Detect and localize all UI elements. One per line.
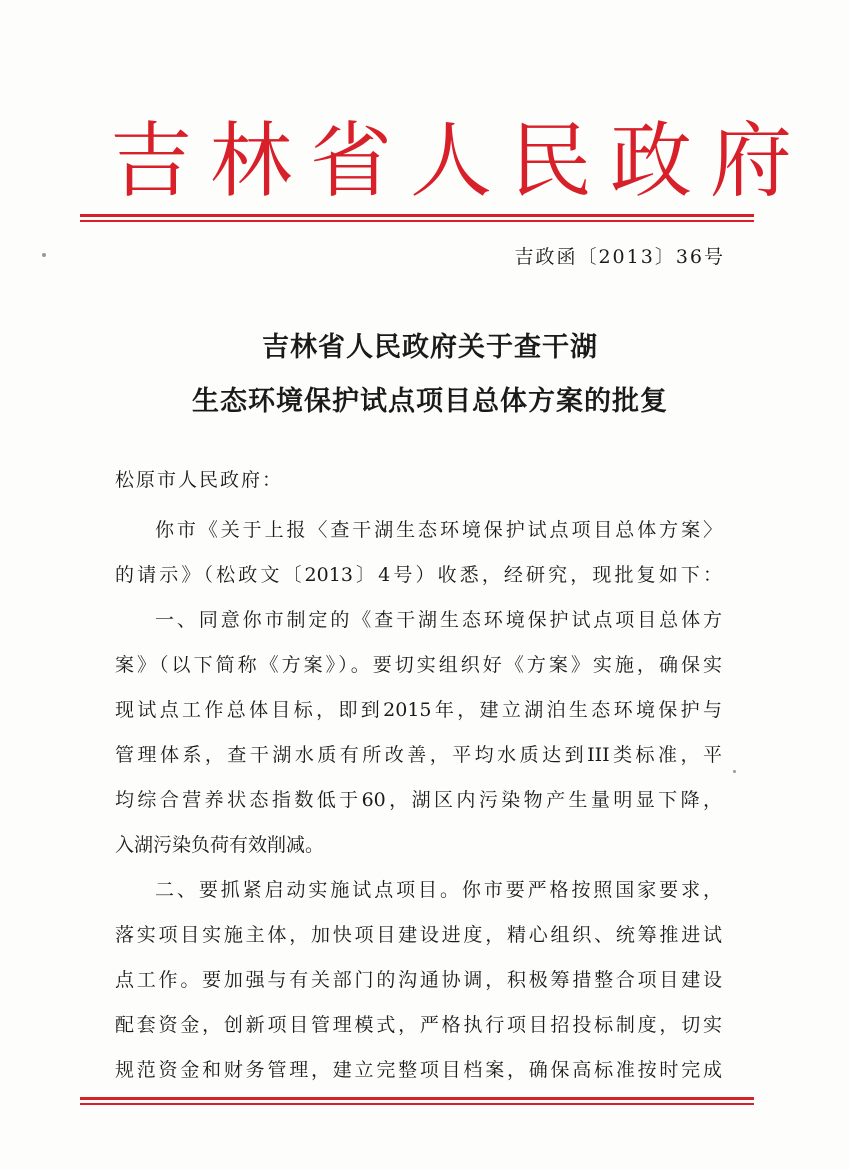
body-line: 落实项目实施主体，加快项目建设进度，精心组织、统筹推进试 bbox=[115, 924, 722, 946]
footer-rule-thick bbox=[80, 1097, 754, 1100]
header-rule-thick bbox=[80, 214, 754, 217]
body-line: 你市《关于上报〈查干湖生态环境保护试点项目总体方案〉 bbox=[155, 519, 722, 541]
body-line: 现试点工作总体目标，即到2015年，建立湖泊生态环境保护与 bbox=[115, 699, 722, 721]
body-line: 点工作。要加强与有关部门的沟通协调，积极筹措整合项目建设 bbox=[115, 969, 722, 991]
body-line: 配套资金，创新项目管理模式，严格执行项目招投标制度，切实 bbox=[115, 1014, 722, 1036]
body-line: 案》（以下简称《方案》）。要切实组织好《方案》实施，确保实 bbox=[115, 654, 722, 676]
document-number: 吉政函〔2013〕36号 bbox=[514, 246, 725, 268]
body-line: 管理体系，查干湖水质有所改善，平均水质达到III类标准，平 bbox=[115, 744, 722, 766]
body-line: 一、同意你市制定的《查干湖生态环境保护试点项目总体方 bbox=[155, 609, 722, 631]
issuer-letterhead: 吉林省人民政府 bbox=[110, 114, 811, 209]
body-line: 均综合营养状态指数低于60，湖区内污染物产生量明显下降， bbox=[115, 789, 722, 811]
scan-speck bbox=[733, 770, 736, 773]
body-line: 入湖污染负荷有效削减。 bbox=[115, 834, 325, 856]
body-line: 二、要抓紧启动实施试点项目。你市要严格按照国家要求， bbox=[155, 879, 722, 901]
document-title-line-2: 生态环境保护试点项目总体方案的批复 bbox=[192, 386, 668, 417]
body-line: 的请示》（松政文〔2013〕4号）收悉，经研究，现批复如下： bbox=[115, 564, 722, 586]
body-line: 规范资金和财务管理，建立完整项目档案，确保高标准按时完成 bbox=[115, 1059, 722, 1081]
header-rule-thin bbox=[80, 220, 754, 222]
footer-rule-thin bbox=[80, 1103, 754, 1105]
scan-speck bbox=[42, 253, 46, 257]
addressee: 松原市人民政府： bbox=[115, 469, 284, 491]
document-title-line-1: 吉林省人民政府关于查干湖 bbox=[262, 332, 598, 363]
